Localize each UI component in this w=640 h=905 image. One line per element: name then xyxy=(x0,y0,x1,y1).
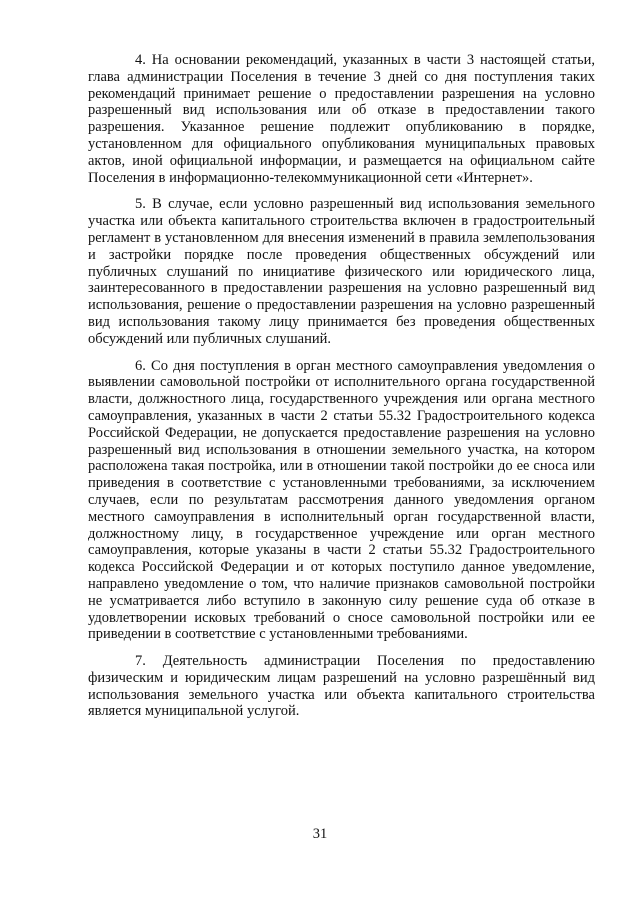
paragraph-6: 6. Со дня поступления в орган местного самоуправления уведомления о выявлении самовольной постройки от исполнительного органа государственной власти, должностного лица, государственного учреждения или органа местного самоуправления, указанных в части 2 статьи 55.32 Градостроительного кодекса Российской Федерации, не допускается предоставление разрешения на условно разрешенный вид использования в отношении земельного участка, на котором расположена такая постройка, или в отношении такой постройки до ее сноса или приведения в соответствие с установленными требованиями, за исключением случаев, если по результатам рассмотрения данного уведомления органом местного самоуправления в исполнительный орган государственной власти, должностному лицу, в государственное учреждение или орган местного самоуправления, которые указаны в части 2 статьи 55.32 Градостроительного кодекса Российской Федерации и от которых поступило данное уведомление, направлено уведомление о том, что наличие признаков самовольной постройки не усматривается либо вступило в законную силу решение суда об отказе в удовлетворении исковых требований о сносе самовольной постройки или ее приведении в соответствие с установленными требованиями. xyxy=(88,357,595,643)
page-number: 31 xyxy=(312,826,328,842)
paragraph-5: 5. В случае, если условно разрешенный вид использования земельного участка или объекта капитального строительства включен в градостроительный регламент в установленном для внесения изменений в правила землепользования и застройки порядке после проведения общественных обсуждений или публичных слушаний по инициативе физического или юридического лица, заинтересованного в предоставлении разрешения на условно разрешенный вид использования, решение о предоставлении разрешения на условно разрешенный вид использования такому лицу принимается без проведения общественных обсуждений или публичных слушаний. xyxy=(88,196,595,347)
document-page xyxy=(88,52,595,730)
paragraph-4: 4. На основании рекомендаций, указанных в части 3 настоящей статьи, глава администрации Поселения в течение 3 дней со дня поступления таких рекомендаций принимает решение о предоставлении разрешения на условно разрешенный вид использования или об отказе в предоставлении такого разрешения. Указанное решение подлежит опубликованию в порядке, установленном для официального опубликования муниципальных правовых актов, иной официальной информации, и размещается на официальном сайте Поселения в информационно-телекоммуникационной сети «Интернет». xyxy=(88,52,595,186)
paragraph-7: 7. Деятельность администрации Поселения по предоставлению физическим и юридическим лицам разрешений на условно разрешённый вид использования земельного участка или объекта капитального строительства является муниципальной услугой. xyxy=(88,653,595,720)
